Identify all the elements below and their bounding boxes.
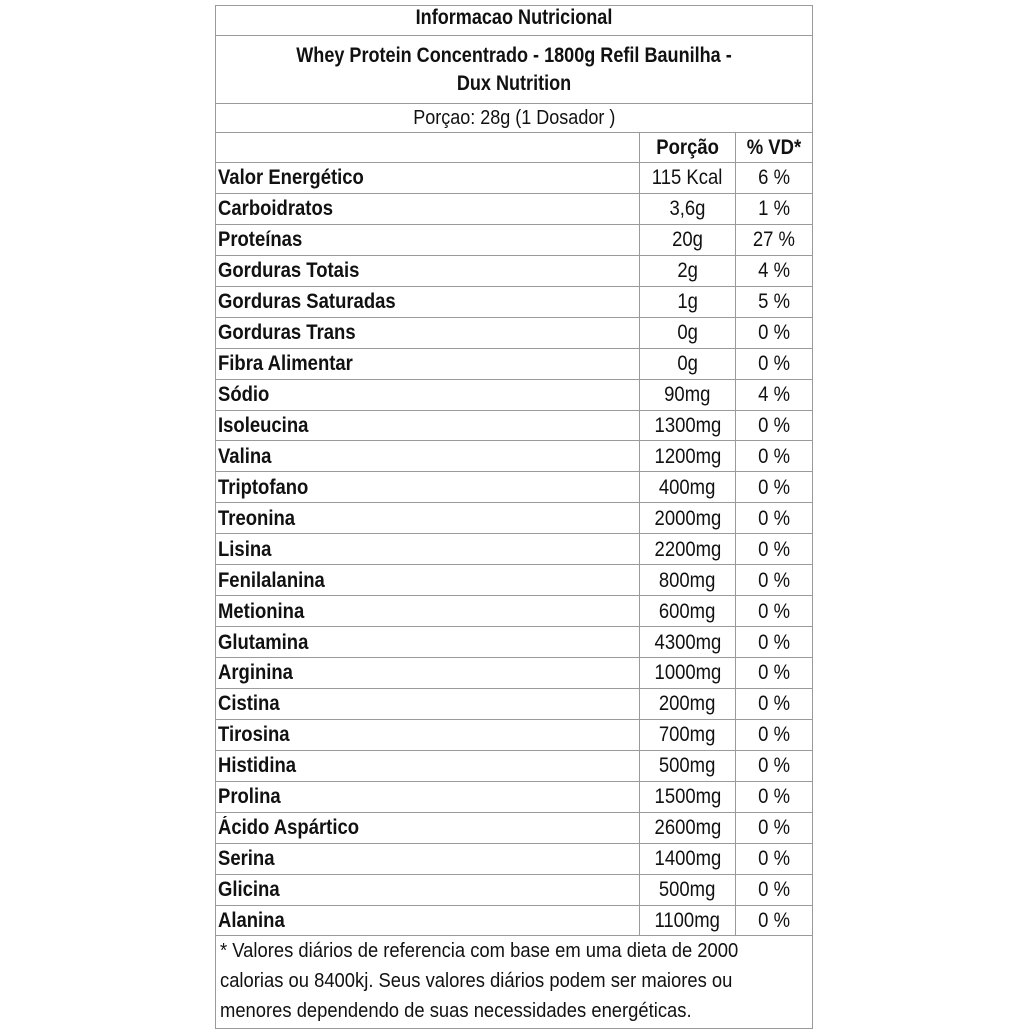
nutrient-amount: 2600mg — [640, 812, 736, 843]
nutrient-amount: 0g — [640, 348, 736, 379]
nutrient-vd: 0 % — [736, 905, 813, 936]
nutrient-amount: 600mg — [640, 596, 736, 627]
nutrient-vd: 0 % — [736, 503, 813, 534]
header-amount: Porção — [640, 133, 736, 163]
header-vd: % VD* — [736, 133, 813, 163]
nutrient-amount: 500mg — [640, 750, 736, 781]
nutrient-amount: 400mg — [640, 472, 736, 503]
portion-size: Porçao: 28g (1 Dosador ) — [412, 106, 616, 129]
table-row — [216, 410, 813, 441]
nutrient-amount: 1200mg — [640, 441, 736, 472]
nutrient-name: Prolina — [216, 781, 640, 812]
table-row — [216, 193, 813, 224]
nutrient-vd: 0 % — [736, 348, 813, 379]
nutrient-name: Triptofano — [216, 472, 640, 503]
nutrient-name: Gorduras Totais — [216, 255, 640, 286]
table-row — [216, 317, 813, 348]
table-row — [216, 658, 813, 689]
footnote-row — [216, 936, 813, 1029]
nutrient-name: Lisina — [216, 534, 640, 565]
nutrient-name: Glicina — [216, 874, 640, 905]
nutrient-vd: 0 % — [736, 534, 813, 565]
table-row — [216, 627, 813, 658]
nutrient-vd: 0 % — [736, 627, 813, 658]
nutrient-amount: 1100mg — [640, 905, 736, 936]
nutrient-name: Histidina — [216, 750, 640, 781]
table-row — [216, 781, 813, 812]
nutrient-name: Isoleucina — [216, 410, 640, 441]
nutrient-vd: 0 % — [736, 658, 813, 689]
product-name: Whey Protein Concentrado - 1800g Refil Baunilha - Dux Nutrition — [296, 43, 732, 95]
nutrient-amount: 1g — [640, 286, 736, 317]
nutrient-name: Gorduras Saturadas — [216, 286, 640, 317]
nutrient-name: Arginina — [216, 658, 640, 689]
nutrient-name: Fenilalanina — [216, 565, 640, 596]
portion-cell — [216, 104, 813, 133]
nutrient-name: Gorduras Trans — [216, 317, 640, 348]
nutrient-name: Treonina — [216, 503, 640, 534]
nutrient-amount: 1300mg — [640, 410, 736, 441]
nutrient-name: Fibra Alimentar — [216, 348, 640, 379]
nutrient-vd: 0 % — [736, 596, 813, 627]
nutrient-vd: 0 % — [736, 565, 813, 596]
table-row — [216, 843, 813, 874]
table-row — [216, 534, 813, 565]
nutrient-vd: 0 % — [736, 781, 813, 812]
table-title-cell — [216, 6, 813, 36]
product-name-cell — [216, 36, 813, 104]
nutrient-amount: 700mg — [640, 719, 736, 750]
table-row — [216, 163, 813, 194]
table-row — [216, 224, 813, 255]
table-row — [216, 812, 813, 843]
nutrient-amount: 200mg — [640, 688, 736, 719]
column-header-row — [216, 133, 813, 163]
table-row — [216, 905, 813, 936]
nutrient-vd: 0 % — [736, 750, 813, 781]
nutrient-vd: 0 % — [736, 812, 813, 843]
nutrient-amount: 2g — [640, 255, 736, 286]
nutrient-amount: 20g — [640, 224, 736, 255]
table-row — [216, 874, 813, 905]
table-row — [216, 596, 813, 627]
nutrient-amount: 90mg — [640, 379, 736, 410]
nutrient-amount: 2000mg — [640, 503, 736, 534]
nutrient-name: Serina — [216, 843, 640, 874]
nutrient-amount: 115 Kcal — [640, 163, 736, 194]
nutrient-amount: 1000mg — [640, 658, 736, 689]
nutrient-vd: 1 % — [736, 193, 813, 224]
nutrient-name: Alanina — [216, 905, 640, 936]
nutrient-name: Sódio — [216, 379, 640, 410]
nutrient-vd: 4 % — [736, 379, 813, 410]
nutrient-name: Valor Energético — [216, 163, 640, 194]
nutrient-name: Cistina — [216, 688, 640, 719]
nutrient-vd: 5 % — [736, 286, 813, 317]
nutrient-name: Tirosina — [216, 719, 640, 750]
table-row — [216, 503, 813, 534]
table-row — [216, 286, 813, 317]
table-row — [216, 719, 813, 750]
nutrient-name: Proteínas — [216, 224, 640, 255]
table-row — [216, 750, 813, 781]
nutrient-vd: 27 % — [736, 224, 813, 255]
nutrient-vd: 0 % — [736, 410, 813, 441]
nutrient-vd: 0 % — [736, 719, 813, 750]
nutrition-facts-table — [215, 5, 813, 1029]
nutrient-vd: 0 % — [736, 441, 813, 472]
nutrient-amount: 2200mg — [640, 534, 736, 565]
header-blank-cell — [216, 133, 640, 163]
nutrient-vd: 0 % — [736, 874, 813, 905]
footnote: * Valores diários de referencia com base em uma dieta de 2000 calorias ou 8400kj. Seus valores diários podem ser maiores ou menores dependendo de suas necessidades energéticas. — [216, 936, 813, 1029]
nutrient-amount: 0g — [640, 317, 736, 348]
nutrient-amount: 3,6g — [640, 193, 736, 224]
nutrient-amount: 800mg — [640, 565, 736, 596]
nutrient-vd: 0 % — [736, 688, 813, 719]
table-row — [216, 348, 813, 379]
nutrient-amount: 500mg — [640, 874, 736, 905]
nutrient-name: Carboidratos — [216, 193, 640, 224]
nutrient-name: Valina — [216, 441, 640, 472]
table-row — [216, 472, 813, 503]
nutrient-vd: 0 % — [736, 472, 813, 503]
table-row — [216, 565, 813, 596]
table-title: Informacao Nutricional — [415, 6, 613, 29]
nutrient-vd: 0 % — [736, 843, 813, 874]
table-row — [216, 441, 813, 472]
nutrient-vd: 4 % — [736, 255, 813, 286]
nutrient-vd: 6 % — [736, 163, 813, 194]
nutrient-name: Ácido Aspártico — [216, 812, 640, 843]
table-row — [216, 688, 813, 719]
nutrient-amount: 1400mg — [640, 843, 736, 874]
nutrient-name: Metionina — [216, 596, 640, 627]
nutrient-amount: 4300mg — [640, 627, 736, 658]
table-row — [216, 379, 813, 410]
nutrient-vd: 0 % — [736, 317, 813, 348]
table-row — [216, 255, 813, 286]
nutrient-name: Glutamina — [216, 627, 640, 658]
nutrient-amount: 1500mg — [640, 781, 736, 812]
